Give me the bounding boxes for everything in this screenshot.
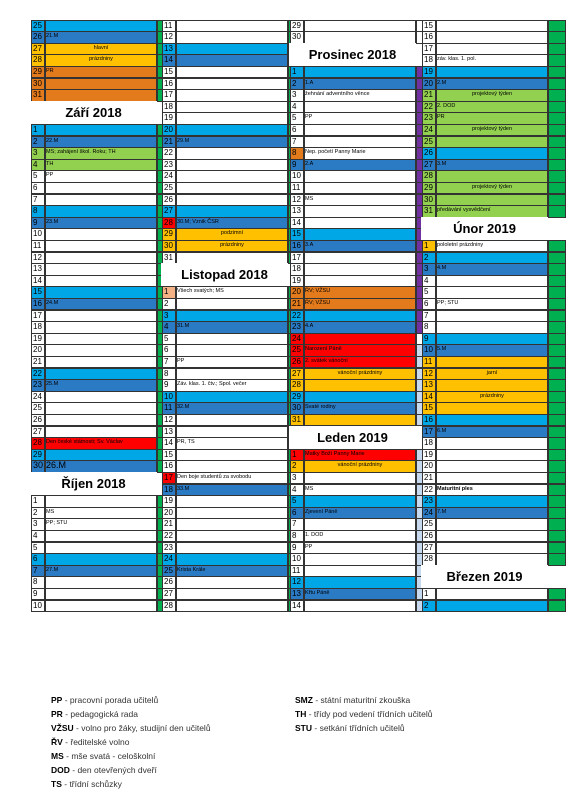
day-number: 9 <box>292 159 297 169</box>
day-number: 11 <box>164 20 173 30</box>
day-number: 13 <box>292 588 301 598</box>
day-event-text: Svaté rodiny <box>305 404 336 411</box>
month-title: Září 2018 <box>30 101 157 124</box>
day-number: 25 <box>424 519 433 529</box>
day-number: 5 <box>164 333 169 343</box>
legend-item-stu: STU - setkání třídních učitelů <box>295 723 405 733</box>
day-number: 10 <box>292 171 301 181</box>
day-number: 19 <box>424 66 433 76</box>
day-number: 29 <box>33 66 42 76</box>
day-event-text: Matky Boží Panny Marie <box>305 450 365 457</box>
day-number: 7 <box>164 356 169 366</box>
day-event-text: TH <box>46 160 54 167</box>
day-number: 8 <box>424 322 429 332</box>
day-number: 21 <box>424 472 433 482</box>
day-number: 27 <box>33 426 42 436</box>
day-number: 6 <box>33 182 38 192</box>
day-event-text: 29.M <box>177 137 190 144</box>
day-event-text: 6.M <box>437 427 447 434</box>
day-number: 15 <box>164 449 173 459</box>
day-number: 16 <box>292 240 301 250</box>
day-event-text: PP <box>305 114 313 121</box>
day-number: 5 <box>424 287 429 297</box>
day-number: 20 <box>424 78 433 88</box>
day-number: 12 <box>292 194 301 204</box>
day-number: 26 <box>33 414 42 424</box>
day-number: 14 <box>33 275 42 285</box>
day-number: 2 <box>164 298 169 308</box>
day-number: 14 <box>164 55 173 65</box>
day-number: 22 <box>292 310 301 320</box>
day-number: 11 <box>292 565 301 575</box>
day-number: 18 <box>164 101 173 111</box>
day-number: 7 <box>292 519 297 529</box>
day-number: 25 <box>33 20 42 30</box>
day-event-text: 30.M; Vznik ČSR <box>177 218 219 225</box>
day-number: 30 <box>292 32 301 42</box>
day-number: 30 <box>292 403 301 413</box>
day-number: 24 <box>164 171 173 181</box>
day-number: 15 <box>424 20 433 30</box>
day-event-cell <box>304 600 416 613</box>
day-number: 1 <box>424 588 429 598</box>
day-event-text: projektový týden <box>471 125 513 132</box>
day-number: 16 <box>164 78 173 88</box>
day-event-text: PR, TS <box>177 439 195 446</box>
day-number: 15 <box>33 287 42 297</box>
day-event-text: 1.A <box>305 79 314 86</box>
day-number: 24 <box>292 333 301 343</box>
day-number: 3 <box>292 472 297 482</box>
day-number: 2 <box>33 507 38 517</box>
day-number: 30 <box>33 460 44 471</box>
day-number: 8 <box>292 148 297 158</box>
day-event-text: projektový týden <box>471 91 513 98</box>
month-title: Prosinec 2018 <box>289 43 416 66</box>
day-number: 31 <box>33 90 42 100</box>
day-number: 5 <box>33 171 38 181</box>
day-number: 21 <box>164 136 173 146</box>
day-number: 10 <box>33 229 42 239</box>
day-number: 28 <box>33 55 42 65</box>
day-number: 27 <box>33 43 42 53</box>
legend-item-pp: PP - pracovní porada učitelů <box>51 695 159 705</box>
day-number: 30 <box>164 240 173 250</box>
day-number: 8 <box>33 206 38 216</box>
day-number: 16 <box>164 461 173 471</box>
day-event-text: PP; STU <box>437 299 459 306</box>
day-number: 28 <box>164 217 173 227</box>
day-event-cell <box>176 600 288 613</box>
day-event-text: prázdniny <box>480 392 504 399</box>
day-number: 20 <box>164 124 173 134</box>
day-number: 26 <box>164 194 173 204</box>
day-event-text: ŘV; VŽSU <box>305 288 331 295</box>
day-event-text: Den boje studentů za svobodu <box>177 473 252 480</box>
day-number: 6 <box>33 554 38 564</box>
day-number: 24 <box>424 124 433 134</box>
day-event-text: Křtu Páně <box>305 589 330 596</box>
day-number: 2 <box>292 78 297 88</box>
day-number: 13 <box>292 206 301 216</box>
day-number: 23 <box>164 159 173 169</box>
day-number: 18 <box>33 322 42 332</box>
day-number: 4 <box>33 530 38 540</box>
day-number: 19 <box>33 333 42 343</box>
day-number: 1 <box>33 124 38 134</box>
day-number: 14 <box>292 217 301 227</box>
day-number: 25 <box>33 403 42 413</box>
day-number: 15 <box>292 229 301 239</box>
day-number: 29 <box>292 20 301 30</box>
day-event-text: 31.M <box>177 323 190 330</box>
day-event-text: PR <box>46 67 54 74</box>
day-number: 31 <box>164 252 173 262</box>
day-event-text: ŘV; VŽSU <box>305 299 331 306</box>
day-number: 25 <box>164 565 173 575</box>
day-number: 18 <box>164 484 173 494</box>
day-number: 4 <box>424 275 429 285</box>
day-number: 11 <box>164 403 173 413</box>
day-event-text: PP; STU <box>46 520 68 527</box>
day-number: 1 <box>164 287 169 297</box>
day-number: 29 <box>33 449 42 459</box>
day-event-text: 25.M <box>46 381 59 388</box>
day-event-text: podzimní <box>220 230 244 237</box>
day-event-text: 7.M <box>437 508 447 515</box>
day-number: 4 <box>33 159 38 169</box>
day-number: 15 <box>164 66 173 76</box>
day-number: 7 <box>33 194 38 204</box>
day-event-text: 2. DOD <box>437 102 456 109</box>
day-number: 29 <box>424 182 433 192</box>
legend-item-th: TH - třídy pod vedení třídních učitelů <box>295 709 433 719</box>
day-number: 27 <box>164 206 173 216</box>
day-event-text: prázdniny <box>89 56 113 63</box>
legend-item-dod: DOD - den otevřených dveří <box>51 765 157 775</box>
day-number: 17 <box>424 426 433 436</box>
day-number: 21 <box>292 298 301 308</box>
day-number: 12 <box>164 414 173 424</box>
day-number: 28 <box>424 554 433 564</box>
day-number: 2 <box>424 252 429 262</box>
day-number: 9 <box>292 542 297 552</box>
day-event-text: PP <box>46 172 54 179</box>
day-event-text: hlavní <box>93 44 109 51</box>
day-number: 21 <box>33 356 42 366</box>
day-number: 22 <box>33 368 42 378</box>
day-number: 9 <box>33 588 38 598</box>
day-number: 25 <box>292 345 301 355</box>
day-event-text: Kristа Krále <box>177 566 206 573</box>
day-event-text: 26.M <box>46 460 67 471</box>
day-number: 3 <box>164 310 169 320</box>
day-event-text: pololetní prázdniny <box>437 241 484 248</box>
day-number: 12 <box>33 252 42 262</box>
day-number: 11 <box>424 356 433 366</box>
day-number: 28 <box>424 171 433 181</box>
week-stripe <box>548 600 566 613</box>
day-event-text: 1. DOD <box>305 531 324 538</box>
day-number: 15 <box>424 403 433 413</box>
day-number: 14 <box>164 438 173 448</box>
day-number: 4 <box>164 322 169 332</box>
day-number: 19 <box>164 113 173 123</box>
day-number: 4 <box>292 484 297 494</box>
day-number: 25 <box>424 136 433 146</box>
day-number: 1 <box>33 496 38 506</box>
day-event-text: 4.M <box>437 265 447 272</box>
day-number: 26 <box>164 577 173 587</box>
day-number: 27 <box>164 588 173 598</box>
day-number: 21 <box>424 90 433 100</box>
day-event-text: PP <box>177 357 185 364</box>
day-event-text: Maturitní ples <box>437 485 473 492</box>
day-number: 5 <box>292 113 297 123</box>
day-event-text: MS <box>305 195 314 202</box>
day-number: 6 <box>292 124 297 134</box>
day-event-text: 27.M <box>46 566 59 573</box>
day-number: 10 <box>164 391 173 401</box>
day-number: 9 <box>33 217 38 227</box>
day-number: 24 <box>164 554 173 564</box>
day-number: 30 <box>424 194 433 204</box>
day-number: 16 <box>424 414 433 424</box>
day-number: 30 <box>33 78 42 88</box>
day-event-text: projektový týden <box>471 183 513 190</box>
day-number: 14 <box>424 391 433 401</box>
day-event-text: Všech svatých; MS <box>177 288 224 295</box>
day-number: 20 <box>292 287 301 297</box>
day-number: 22 <box>164 530 173 540</box>
day-number: 13 <box>164 43 173 53</box>
day-event-text: 24.M <box>46 299 59 306</box>
day-number: 22 <box>164 148 173 158</box>
day-number: 28 <box>292 380 301 390</box>
day-number: 7 <box>292 136 297 146</box>
day-event-text: PR <box>437 114 445 121</box>
day-number: 19 <box>424 449 433 459</box>
day-number: 2 <box>424 600 429 610</box>
day-number: 12 <box>292 577 301 587</box>
day-number: 29 <box>164 229 173 239</box>
day-number: 5 <box>33 542 38 552</box>
legend-item-rv: ŘV - ředitelské volno <box>51 737 130 747</box>
legend-item-ms: MS - mše svatá - celoškolní <box>51 751 156 761</box>
day-number: 1 <box>292 449 297 459</box>
day-event-text: Nep. početí Panny Marie <box>305 149 366 156</box>
day-number: 23 <box>164 542 173 552</box>
day-number: 24 <box>33 391 42 401</box>
day-number: 22 <box>424 101 433 111</box>
day-number: 27 <box>292 368 301 378</box>
day-event-cell <box>436 600 548 613</box>
day-number: 28 <box>164 600 173 610</box>
day-number: 17 <box>164 90 173 100</box>
day-event-text: 3.M <box>437 160 447 167</box>
day-number: 26 <box>292 356 301 366</box>
day-event-text: vánoční prázdniny <box>337 369 383 376</box>
day-number: 26 <box>424 148 433 158</box>
month-title: Leden 2019 <box>289 426 416 449</box>
day-event-text: vánoční prázdniny <box>337 462 383 469</box>
legend-item-pr: PR - pedagogická rada <box>51 709 138 719</box>
day-number: 24 <box>424 507 433 517</box>
day-number: 18 <box>424 438 433 448</box>
day-number: 9 <box>424 333 429 343</box>
day-number: 18 <box>424 55 433 65</box>
day-number: 23 <box>292 322 301 332</box>
day-event-text: 2. svátek vánoční <box>305 357 348 364</box>
day-number: 23 <box>424 113 433 123</box>
day-number: 5 <box>292 496 297 506</box>
day-event-text: MS <box>305 485 314 492</box>
day-event-text: žehnání adventního věnce <box>305 91 370 98</box>
day-event-text: Záv. klas. 1. čtv.; Spol. večer <box>177 381 247 388</box>
day-event-text: 2.M <box>437 79 447 86</box>
day-number: 19 <box>164 496 173 506</box>
day-number: 2 <box>33 136 38 146</box>
day-number: 6 <box>292 507 297 517</box>
day-number: 3 <box>424 264 429 274</box>
day-event-text: 22.M <box>46 137 59 144</box>
day-event-text: MS <box>46 508 55 515</box>
day-number: 8 <box>292 530 297 540</box>
week-stripe <box>548 205 566 218</box>
day-number: 11 <box>33 240 42 250</box>
day-number: 7 <box>33 565 38 575</box>
day-number: 25 <box>164 182 173 192</box>
day-event-text: 3.A <box>305 241 314 248</box>
day-event-text: MS; zahájení škol. Roku; TH <box>46 149 116 156</box>
day-number: 4 <box>292 101 297 111</box>
day-event-text: jarní <box>486 369 498 376</box>
day-event-text: 32.M <box>177 404 190 411</box>
day-event-text: Den české státnosti; Sv. Václav <box>46 439 123 446</box>
month-title: Únor 2019 <box>421 217 548 240</box>
day-number: 17 <box>33 310 42 320</box>
day-number: 1 <box>424 240 429 250</box>
day-number: 9 <box>164 380 169 390</box>
day-number: 17 <box>424 43 433 53</box>
day-number: 28 <box>33 438 42 448</box>
day-number: 20 <box>424 461 433 471</box>
day-number: 27 <box>424 542 433 552</box>
day-number: 6 <box>164 345 169 355</box>
month-title: Březen 2019 <box>421 565 548 588</box>
day-number: 2 <box>292 461 297 471</box>
day-number: 6 <box>424 298 429 308</box>
day-number: 16 <box>33 298 42 308</box>
day-number: 26 <box>424 530 433 540</box>
day-number: 13 <box>33 264 42 274</box>
day-number: 31 <box>424 206 433 216</box>
day-number: 20 <box>33 345 42 355</box>
month-title: Listopad 2018 <box>161 263 288 286</box>
day-number: 1 <box>292 66 297 76</box>
day-number: 10 <box>33 600 42 610</box>
day-number: 29 <box>292 391 301 401</box>
day-number: 21 <box>164 519 173 529</box>
day-event-text: Zjevení Páně <box>305 508 338 515</box>
day-number: 13 <box>424 380 433 390</box>
day-number: 23 <box>424 496 433 506</box>
day-event-text: 23.M <box>46 218 59 225</box>
day-number: 12 <box>424 368 433 378</box>
day-number: 22 <box>424 484 433 494</box>
day-number: 23 <box>33 380 42 390</box>
day-number: 11 <box>292 182 301 192</box>
day-number: 26 <box>33 32 42 42</box>
day-number: 31 <box>292 414 301 424</box>
day-event-text: prázdniny <box>220 241 244 248</box>
day-number: 18 <box>292 264 301 274</box>
day-number: 12 <box>164 32 173 42</box>
day-number: 3 <box>33 519 38 529</box>
legend <box>0 690 585 793</box>
day-event-text: předávání vysvědčení <box>437 207 491 214</box>
day-number: 14 <box>292 600 301 610</box>
week-stripe <box>548 553 566 566</box>
day-number: 3 <box>292 90 297 100</box>
day-event-text: 5.M <box>437 346 447 353</box>
day-number: 27 <box>424 159 433 169</box>
day-number: 17 <box>292 252 301 262</box>
day-event-text: 33.M <box>177 485 190 492</box>
legend-item-smz: SMZ - státní maturitní zkouška <box>295 695 411 705</box>
day-number: 20 <box>164 507 173 517</box>
legend-item-ts: TS - třídní schůzky <box>51 779 122 789</box>
day-number: 13 <box>164 426 173 436</box>
day-number: 8 <box>33 577 38 587</box>
day-number: 10 <box>424 345 433 355</box>
legend-item-vzsu: VŽSU - volno pro žáky, studijní den učitelů <box>51 723 211 733</box>
day-number: 17 <box>164 472 173 482</box>
day-number: 7 <box>424 310 429 320</box>
day-number: 10 <box>292 554 301 564</box>
day-event-cell <box>45 600 157 613</box>
day-event-text: PP <box>305 543 313 550</box>
day-number: 19 <box>292 275 301 285</box>
day-event-text: 4.A <box>305 323 314 330</box>
day-number: 16 <box>424 32 433 42</box>
day-event-text: záv. klas. 1. pol. <box>437 56 477 63</box>
month-title: Říjen 2018 <box>30 472 157 495</box>
day-event-text: 21.M <box>46 33 59 40</box>
day-event-text: 2.A <box>305 160 314 167</box>
day-number: 8 <box>164 368 169 378</box>
day-event-text: Narození Páně <box>305 346 342 353</box>
day-number: 3 <box>33 148 38 158</box>
